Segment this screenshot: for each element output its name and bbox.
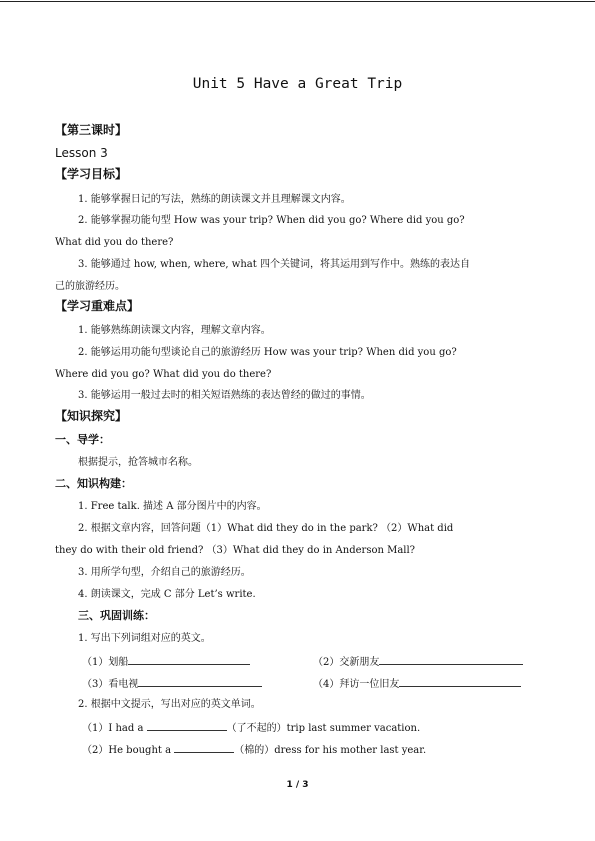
page-title: Unit 5 Have a Great Trip	[192, 76, 403, 92]
part1-title: 一、导学：	[55, 433, 110, 446]
q2-item-2	[82, 742, 426, 757]
objectives-heading: 【学习目标】	[55, 167, 128, 181]
key-point-item-2: 2. 能够运用功能句型谈论自己的旅游经历 How was your trip? When did you go?	[78, 347, 457, 358]
part3-title: 三、巩固训练：	[78, 609, 155, 622]
q2-item-2-text: （2）He bought a	[82, 745, 175, 756]
q2-item-1-text: （1）I had a	[82, 723, 147, 734]
q2-item-1	[82, 720, 420, 735]
q1-item-c	[82, 676, 262, 691]
q2-item-2-blank[interactable]	[174, 742, 234, 753]
part2-item-4: 4. 朗读课文，完成 C 部分 Let’s write.	[78, 589, 256, 600]
objective-item-2: 2. 能够掌握功能句型 How was your trip? When did you go? Where did you go?	[78, 215, 465, 226]
q2-item-1-blank[interactable]	[147, 720, 227, 731]
key-point-item-1: 1. 能够熟练朗读课文内容，理解文章内容。	[78, 325, 271, 336]
objective-item-3-cont: 己的旅游经历。	[55, 281, 125, 292]
top-rule	[0, 1, 595, 2]
objective-item-3: 3. 能够通过 how, when, where, what 四个关键词，将其运用到写作中。熟练的表达自	[78, 259, 470, 270]
q2-item-2-hint: （棉的）dress for his mother last year.	[234, 745, 427, 756]
q1-item-d	[313, 676, 521, 691]
q1-item-b	[313, 654, 523, 669]
key-point-item-3: 3. 能够运用一般过去时的相关短语熟练的表达曾经的做过的事情。	[78, 390, 371, 401]
part2-title: 二、知识构建：	[55, 477, 132, 490]
q1-item-a-label: （1）划船	[82, 657, 129, 668]
part2-item-2-cont: they do with their old friend? （3）What did they do in Anderson Mall?	[55, 545, 416, 556]
part2-item-1: 1. Free talk. 描述 A 部分图片中的内容。	[78, 501, 267, 512]
lesson-label: Lesson 3	[55, 146, 108, 160]
q1-item-a	[82, 654, 250, 669]
explore-heading: 【知识探究】	[55, 409, 128, 423]
period-heading: 【第三课时】	[55, 123, 128, 137]
part2-item-3: 3. 用所学句型，介绍自己的旅游经历。	[78, 567, 251, 578]
q1-item-d-label: （4）拜访一位旧友	[313, 679, 400, 690]
part3-question-2: 2. 根据中文提示，写出对应的英文单词。	[78, 699, 261, 710]
q1-item-c-blank[interactable]	[138, 676, 262, 687]
key-point-item-2-cont: Where did you go? What did you do there?	[55, 369, 272, 380]
key-points-heading: 【学习重难点】	[55, 299, 140, 313]
q1-item-c-label: （3）看电视	[82, 679, 139, 690]
q1-item-b-blank[interactable]	[379, 654, 523, 665]
part1-text: 根据提示，抢答城市名称。	[78, 457, 198, 468]
part2-item-2: 2. 根据文章内容，回答问题（1）What did they do in the park? （2）What did	[78, 523, 454, 534]
part3-question-1: 1. 写出下列词组对应的英文。	[78, 633, 211, 644]
objective-item-2-cont: What did you do there?	[55, 237, 174, 248]
q2-item-1-hint: （了不起的）trip last summer vacation.	[226, 723, 421, 734]
q1-item-d-blank[interactable]	[399, 676, 521, 687]
q1-item-a-blank[interactable]	[128, 654, 250, 665]
objective-item-1: 1. 能够掌握日记的写法，熟练的朗读课文并且理解课文内容。	[78, 194, 351, 205]
q1-item-b-label: （2）交新朋友	[313, 657, 380, 668]
page-number: 1 / 3	[286, 780, 309, 790]
